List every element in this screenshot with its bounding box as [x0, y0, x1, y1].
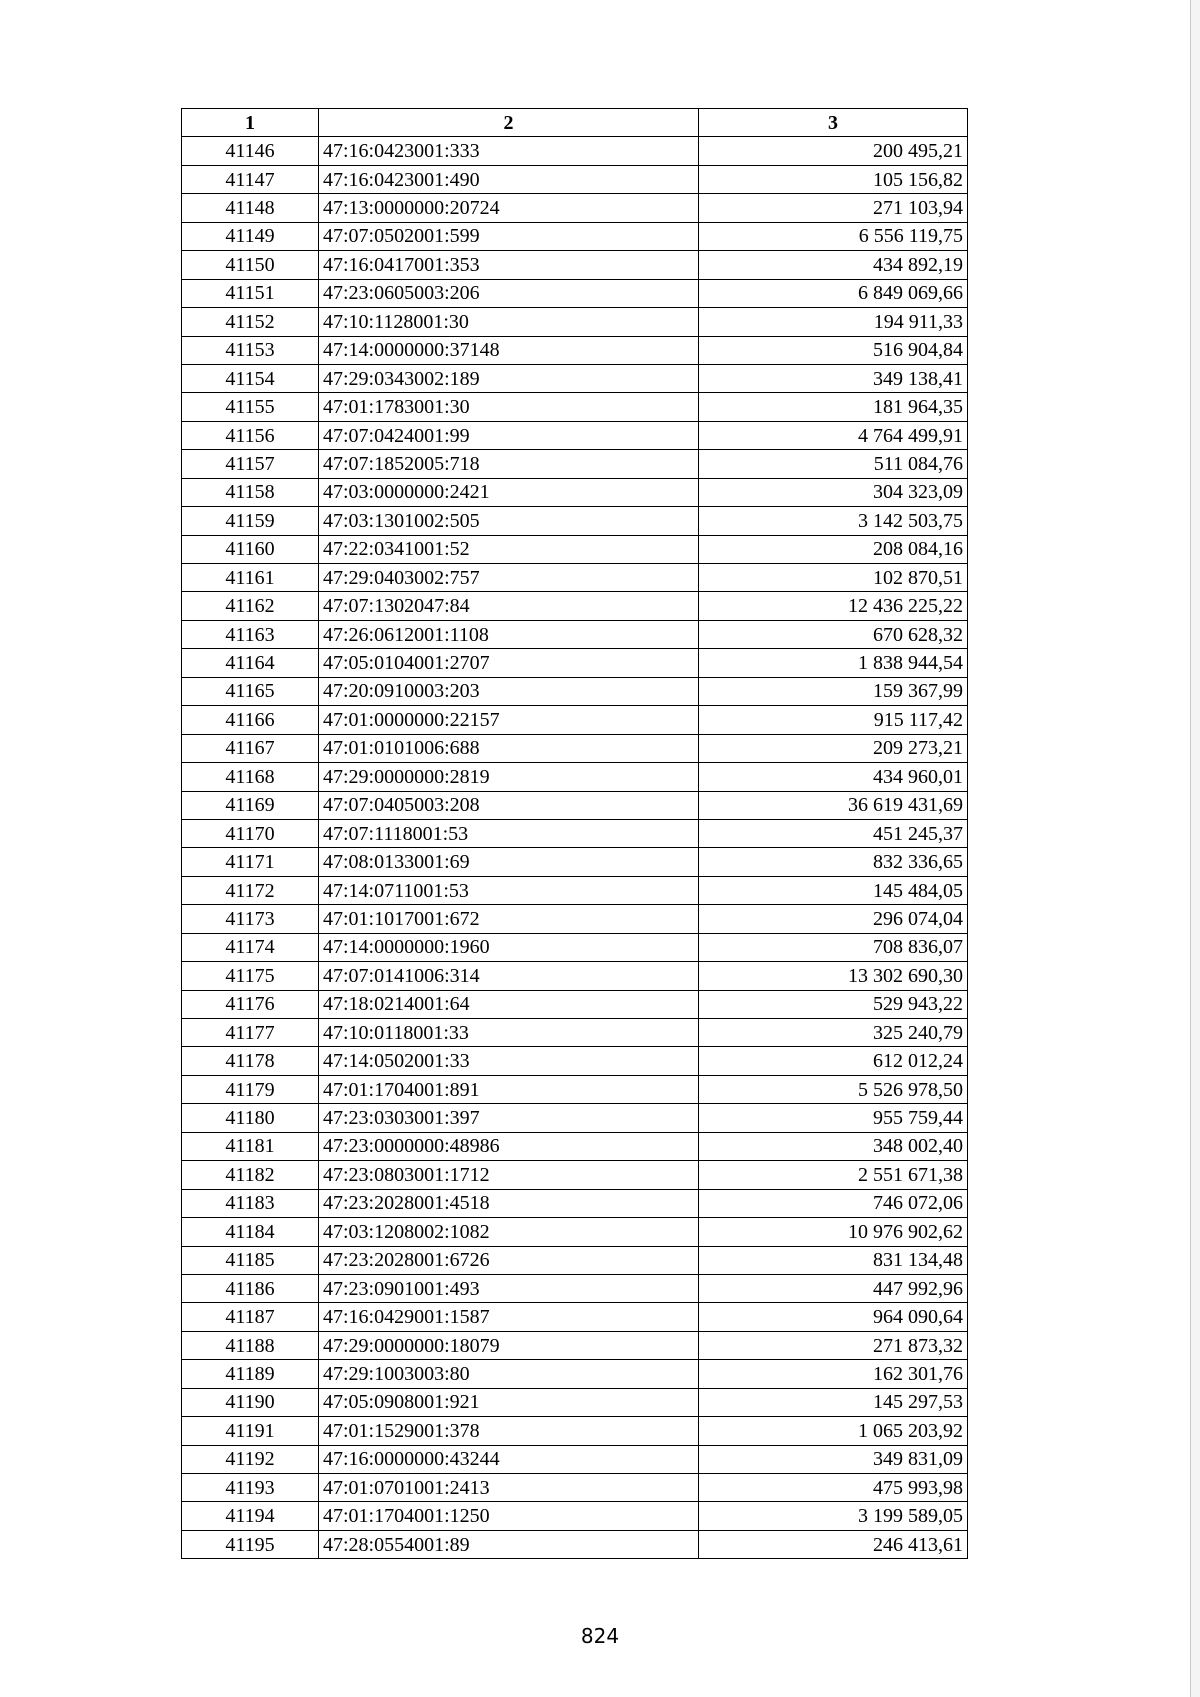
cadastral-number-cell: 47:16:0417001:353 [319, 251, 699, 279]
value-cell: 4 764 499,91 [699, 421, 968, 449]
row-number-cell: 41169 [182, 791, 319, 819]
table-row [182, 393, 968, 421]
cadastral-number-cell: 47:18:0214001:64 [319, 990, 699, 1018]
row-number-cell: 41180 [182, 1104, 319, 1132]
cadastral-number-cell: 47:28:0554001:89 [319, 1530, 699, 1558]
value-cell: 10 976 902,62 [699, 1218, 968, 1246]
table-row [182, 1218, 968, 1246]
cadastral-number-cell: 47:03:1208002:1082 [319, 1218, 699, 1246]
value-cell: 1 065 203,92 [699, 1417, 968, 1445]
row-number-cell: 41153 [182, 336, 319, 364]
row-number-cell: 41172 [182, 876, 319, 904]
value-cell: 181 964,35 [699, 393, 968, 421]
cadastral-number-cell: 47:20:0910003:203 [319, 677, 699, 705]
value-cell: 145 484,05 [699, 876, 968, 904]
table-row [182, 876, 968, 904]
value-cell: 145 297,53 [699, 1388, 968, 1416]
row-number-cell: 41192 [182, 1445, 319, 1473]
table-row [182, 194, 968, 222]
cadastral-number-cell: 47:29:0000000:2819 [319, 763, 699, 791]
cadastral-number-cell: 47:05:0104001:2707 [319, 649, 699, 677]
row-number-cell: 41184 [182, 1218, 319, 1246]
cadastral-number-cell: 47:14:0000000:1960 [319, 933, 699, 961]
value-cell: 434 892,19 [699, 251, 968, 279]
row-number-cell: 41158 [182, 478, 319, 506]
table-row [182, 364, 968, 392]
row-number-cell: 41155 [182, 393, 319, 421]
table-row [182, 222, 968, 250]
row-number-cell: 41173 [182, 905, 319, 933]
row-number-cell: 41170 [182, 819, 319, 847]
row-number-cell: 41194 [182, 1502, 319, 1530]
row-number-cell: 41191 [182, 1417, 319, 1445]
value-cell: 832 336,65 [699, 848, 968, 876]
value-cell: 1 838 944,54 [699, 649, 968, 677]
row-number-cell: 41151 [182, 279, 319, 307]
table-row [182, 1161, 968, 1189]
cadastral-number-cell: 47:29:1003003:80 [319, 1360, 699, 1388]
row-number-cell: 41189 [182, 1360, 319, 1388]
cadastral-number-cell: 47:08:0133001:69 [319, 848, 699, 876]
table-row [182, 677, 968, 705]
table-row [182, 763, 968, 791]
table-row [182, 905, 968, 933]
value-cell: 246 413,61 [699, 1530, 968, 1558]
value-cell: 475 993,98 [699, 1474, 968, 1502]
table-row [182, 137, 968, 165]
table-row [182, 450, 968, 478]
row-number-cell: 41168 [182, 763, 319, 791]
cadastral-number-cell: 47:23:0000000:48986 [319, 1132, 699, 1160]
cadastral-number-cell: 47:14:0502001:33 [319, 1047, 699, 1075]
cadastral-number-cell: 47:23:2028001:4518 [319, 1189, 699, 1217]
cadastral-number-cell: 47:13:0000000:20724 [319, 194, 699, 222]
table-row [182, 592, 968, 620]
row-number-cell: 41152 [182, 308, 319, 336]
cadastral-number-cell: 47:14:0000000:37148 [319, 336, 699, 364]
cadastral-number-cell: 47:16:0423001:333 [319, 137, 699, 165]
value-cell: 670 628,32 [699, 620, 968, 648]
table-row [182, 507, 968, 535]
table-row [182, 478, 968, 506]
table-row [182, 791, 968, 819]
cadastral-number-cell: 47:16:0429001:1587 [319, 1303, 699, 1331]
value-cell: 2 551 671,38 [699, 1161, 968, 1189]
cadastral-number-cell: 47:23:2028001:6726 [319, 1246, 699, 1274]
cadastral-number-cell: 47:01:1704001:1250 [319, 1502, 699, 1530]
cadastral-number-cell: 47:22:0341001:52 [319, 535, 699, 563]
cadastral-number-cell: 47:16:0000000:43244 [319, 1445, 699, 1473]
row-number-cell: 41149 [182, 222, 319, 250]
table-row [182, 1417, 968, 1445]
cadastral-number-cell: 47:14:0711001:53 [319, 876, 699, 904]
table-row [182, 1274, 968, 1302]
value-cell: 304 323,09 [699, 478, 968, 506]
value-cell: 271 103,94 [699, 194, 968, 222]
value-cell: 6 556 119,75 [699, 222, 968, 250]
value-cell: 6 849 069,66 [699, 279, 968, 307]
table-row [182, 1388, 968, 1416]
row-number-cell: 41146 [182, 137, 319, 165]
row-number-cell: 41159 [182, 507, 319, 535]
value-cell: 200 495,21 [699, 137, 968, 165]
table-row [182, 279, 968, 307]
row-number-cell: 41154 [182, 364, 319, 392]
row-number-cell: 41157 [182, 450, 319, 478]
row-number-cell: 41187 [182, 1303, 319, 1331]
value-cell: 831 134,48 [699, 1246, 968, 1274]
table-row [182, 1104, 968, 1132]
cadastral-number-cell: 47:07:1302047:84 [319, 592, 699, 620]
cadastral-number-cell: 47:05:0908001:921 [319, 1388, 699, 1416]
row-number-cell: 41176 [182, 990, 319, 1018]
value-cell: 964 090,64 [699, 1303, 968, 1331]
table-row [182, 1047, 968, 1075]
value-cell: 612 012,24 [699, 1047, 968, 1075]
row-number-cell: 41150 [182, 251, 319, 279]
table-row [182, 620, 968, 648]
page-edge-shadow [1190, 0, 1200, 1697]
row-number-cell: 41164 [182, 649, 319, 677]
cadastral-number-cell: 47:29:0403002:757 [319, 564, 699, 592]
table-row [182, 336, 968, 364]
table-row [182, 933, 968, 961]
cadastral-number-cell: 47:29:0343002:189 [319, 364, 699, 392]
row-number-cell: 41181 [182, 1132, 319, 1160]
value-cell: 516 904,84 [699, 336, 968, 364]
row-number-cell: 41182 [182, 1161, 319, 1189]
row-number-cell: 41161 [182, 564, 319, 592]
table-row [182, 1019, 968, 1047]
value-cell: 271 873,32 [699, 1331, 968, 1359]
value-cell: 434 960,01 [699, 763, 968, 791]
value-cell: 3 142 503,75 [699, 507, 968, 535]
cadastral-number-cell: 47:01:1529001:378 [319, 1417, 699, 1445]
value-cell: 209 273,21 [699, 734, 968, 762]
table-row [182, 251, 968, 279]
cadastral-number-cell: 47:23:0605003:206 [319, 279, 699, 307]
row-number-cell: 41171 [182, 848, 319, 876]
value-cell: 13 302 690,30 [699, 962, 968, 990]
row-number-cell: 41190 [182, 1388, 319, 1416]
table-row [182, 535, 968, 563]
table-row [182, 1445, 968, 1473]
value-cell: 102 870,51 [699, 564, 968, 592]
cadastral-number-cell: 47:16:0423001:490 [319, 165, 699, 193]
cadastral-number-cell: 47:10:0118001:33 [319, 1019, 699, 1047]
table-row [182, 564, 968, 592]
value-cell: 159 367,99 [699, 677, 968, 705]
table-row [182, 1474, 968, 1502]
table-row [182, 848, 968, 876]
row-number-cell: 41175 [182, 962, 319, 990]
row-number-cell: 41188 [182, 1331, 319, 1359]
cadastral-number-cell: 47:23:0901001:493 [319, 1274, 699, 1302]
row-number-cell: 41163 [182, 620, 319, 648]
table-row [182, 1502, 968, 1530]
cadastral-number-cell: 47:07:0405003:208 [319, 791, 699, 819]
table-row [182, 819, 968, 847]
table-row [182, 1075, 968, 1103]
cadastral-number-cell: 47:01:0101006:688 [319, 734, 699, 762]
cadastral-number-cell: 47:23:0803001:1712 [319, 1161, 699, 1189]
cadastral-number-cell: 47:23:0303001:397 [319, 1104, 699, 1132]
row-number-cell: 41148 [182, 194, 319, 222]
column-header-1: 1 [182, 109, 319, 137]
table-row [182, 1530, 968, 1558]
row-number-cell: 41160 [182, 535, 319, 563]
value-cell: 5 526 978,50 [699, 1075, 968, 1103]
value-cell: 12 436 225,22 [699, 592, 968, 620]
row-number-cell: 41179 [182, 1075, 319, 1103]
row-number-cell: 41178 [182, 1047, 319, 1075]
cadastral-number-cell: 47:07:1118001:53 [319, 819, 699, 847]
value-cell: 349 138,41 [699, 364, 968, 392]
table-row [182, 1189, 968, 1217]
row-number-cell: 41147 [182, 165, 319, 193]
table-row [182, 1331, 968, 1359]
column-header-3: 3 [699, 109, 968, 137]
cadastral-number-cell: 47:07:1852005:718 [319, 450, 699, 478]
value-cell: 105 156,82 [699, 165, 968, 193]
cadastral-number-cell: 47:01:1704001:891 [319, 1075, 699, 1103]
cadastral-number-cell: 47:07:0502001:599 [319, 222, 699, 250]
value-cell: 915 117,42 [699, 706, 968, 734]
value-cell: 447 992,96 [699, 1274, 968, 1302]
cadastral-number-cell: 47:03:0000000:2421 [319, 478, 699, 506]
table-row [182, 1132, 968, 1160]
value-cell: 296 074,04 [699, 905, 968, 933]
row-number-cell: 41156 [182, 421, 319, 449]
cadastral-number-cell: 47:26:0612001:1108 [319, 620, 699, 648]
value-cell: 208 084,16 [699, 535, 968, 563]
row-number-cell: 41162 [182, 592, 319, 620]
table-row [182, 1360, 968, 1388]
cadastral-number-cell: 47:01:1783001:30 [319, 393, 699, 421]
cadastral-number-cell: 47:29:0000000:18079 [319, 1331, 699, 1359]
cadastral-number-cell: 47:07:0424001:99 [319, 421, 699, 449]
row-number-cell: 41167 [182, 734, 319, 762]
value-cell: 349 831,09 [699, 1445, 968, 1473]
row-number-cell: 41186 [182, 1274, 319, 1302]
cadastral-number-cell: 47:01:0701001:2413 [319, 1474, 699, 1502]
column-header-2: 2 [319, 109, 699, 137]
table-row [182, 734, 968, 762]
row-number-cell: 41193 [182, 1474, 319, 1502]
table-row [182, 1303, 968, 1331]
value-cell: 451 245,37 [699, 819, 968, 847]
row-number-cell: 41177 [182, 1019, 319, 1047]
table-row [182, 165, 968, 193]
row-number-cell: 41174 [182, 933, 319, 961]
table-row [182, 1246, 968, 1274]
value-cell: 708 836,07 [699, 933, 968, 961]
value-cell: 955 759,44 [699, 1104, 968, 1132]
value-cell: 162 301,76 [699, 1360, 968, 1388]
table-row [182, 308, 968, 336]
table-row [182, 990, 968, 1018]
value-cell: 348 002,40 [699, 1132, 968, 1160]
cadastral-number-cell: 47:07:0141006:314 [319, 962, 699, 990]
value-cell: 3 199 589,05 [699, 1502, 968, 1530]
data-table [181, 108, 968, 1559]
cadastral-number-cell: 47:01:0000000:22157 [319, 706, 699, 734]
row-number-cell: 41165 [182, 677, 319, 705]
cadastral-number-cell: 47:01:1017001:672 [319, 905, 699, 933]
table-row [182, 421, 968, 449]
cadastral-number-cell: 47:10:1128001:30 [319, 308, 699, 336]
row-number-cell: 41185 [182, 1246, 319, 1274]
cadastral-number-cell: 47:03:1301002:505 [319, 507, 699, 535]
value-cell: 746 072,06 [699, 1189, 968, 1217]
table-row [182, 649, 968, 677]
table-body [182, 137, 968, 1559]
value-cell: 529 943,22 [699, 990, 968, 1018]
table-header-row [182, 109, 968, 137]
value-cell: 36 619 431,69 [699, 791, 968, 819]
row-number-cell: 41195 [182, 1530, 319, 1558]
value-cell: 194 911,33 [699, 308, 968, 336]
row-number-cell: 41166 [182, 706, 319, 734]
table-row [182, 706, 968, 734]
value-cell: 511 084,76 [699, 450, 968, 478]
value-cell: 325 240,79 [699, 1019, 968, 1047]
row-number-cell: 41183 [182, 1189, 319, 1217]
page-number: 824 [580, 1624, 620, 1648]
table-row [182, 962, 968, 990]
